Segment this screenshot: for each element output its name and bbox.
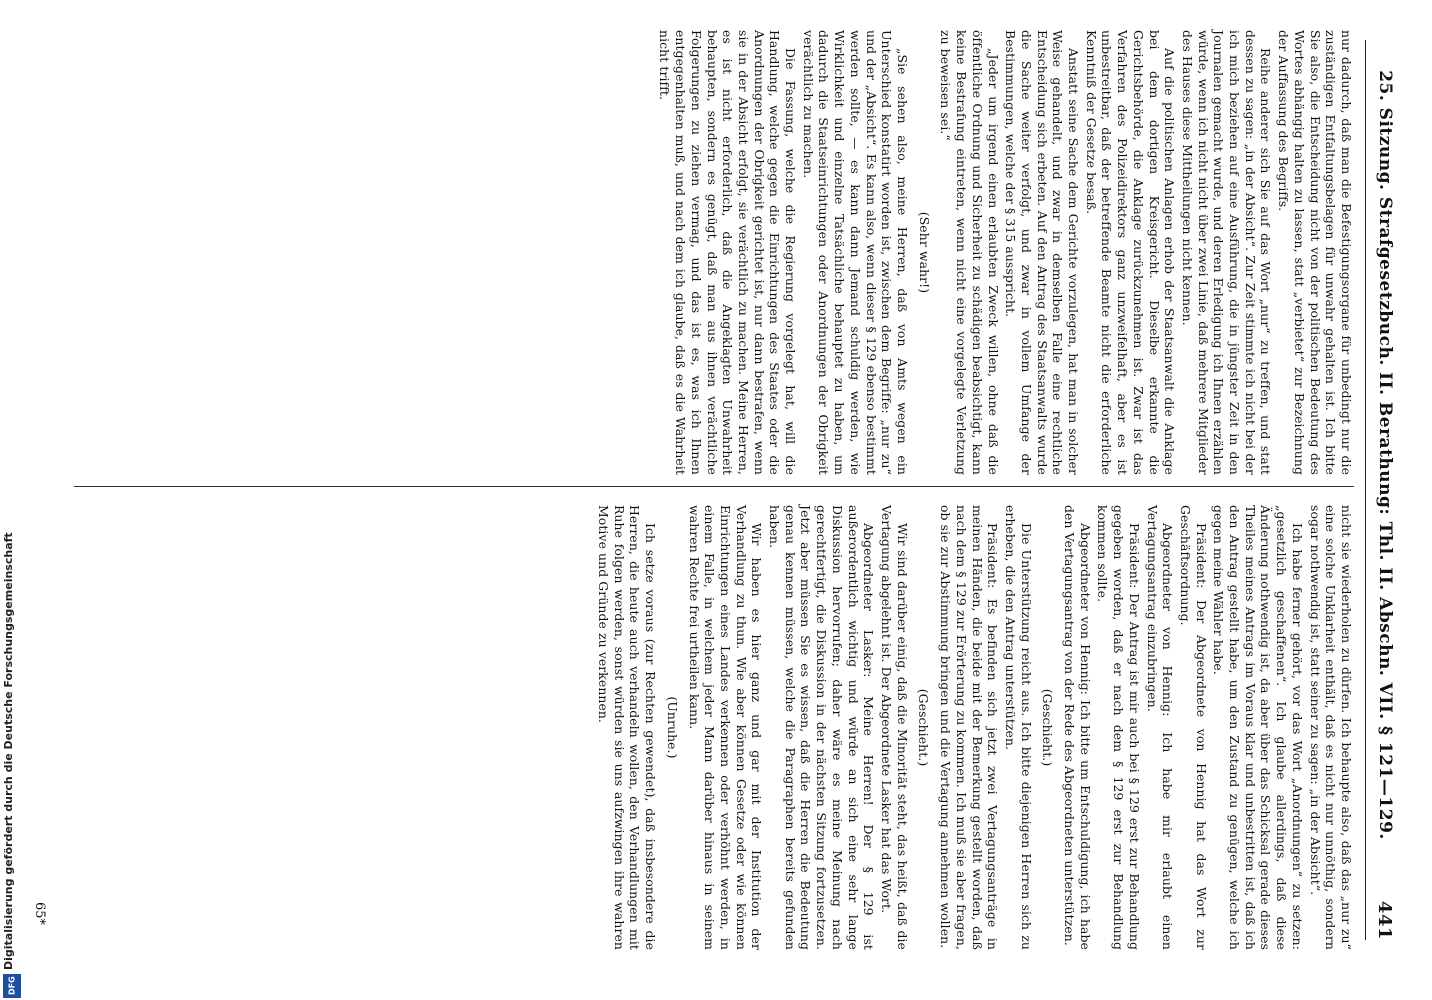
right-interjection: (Geschieht.) — [916, 688, 932, 767]
left-paragraph: Reihe anderer sich Sie auf das Wort „nur“ zu treffen, und statt dessen zu sagen: „in der Absicht“. Zur Zeit stimmte ich nicht bei der ich mich beziehen auf eine Ausführung, die in jüngster Zeit in den Journalen gemacht wurde, und deren Erledigung ich Ihnen erzählen würde, wenn ich nicht nicht über zwei Linie, daß mehrere Mitglieder des Hauses diese Mittheilungen nicht kennen. — [1179, 30, 1274, 475]
right-speaker-paragraph: Abgeordneter von Hennig: Ich habe mir erlaubt einen Vertagungsantrag einzubringen. — [1144, 505, 1176, 950]
left-paragraph: „Sie sehen also, meine Herren, daß von Amts wegen ein Unterschied konstatirt worden ist, zwischen dem Begriffe: „nur zu“ und der „Absicht“. Es kann also, wenn dieser § 129 ebenso bestimmt werden sollte, — es kann dann Jemand schuldig werden, wie Wirklichkeit und einzelne Tatsächliche behauptet zu haben, um dadurch die Staatseinrichtungen oder Anordnungen der Obrigkeit verächtlich zu machen. — [800, 30, 911, 475]
right-paragraph: nicht sie wiederholen zu dürfen. Ich behaupte also, daß das „nur zu“ eine solche Unklarheit enthält, daß es nicht nur unnöthig, sondern sogar nothwendig ist, statt seiner zu sagen: „in der Absicht“. — [1307, 505, 1354, 950]
right-paragraph: Wir haben es hier ganz und gar mit der Institution der Verhandlung zu thun. Wie aber können Gesetze oder wie können Einrichtungen eines Landes verkennen oder verhöhnt werden, in einem Falle, in welchem jeder Mann darüber hinaus in seinem wahren Rechte frei urtheilen kann. — [686, 505, 765, 950]
right-speaker-paragraph: Abgeordneter von Hennig: Ich bitte um Entschuldigung, ich habe den Vertagungsantrag von der Rede des Abgeordneten unterstützen. — [1062, 505, 1093, 950]
left-column — [655, 30, 1354, 475]
left-quote: „Jeder um irgend einen erlaubten Zweck willen, ohne daß die öffentliche Ordnung und Sicherheit zu schädigen beabsichtigt, kann keine Bestrafung eintreten, wenn nicht eine vorgelegte Verletzung zu beweisen sei.“ — [938, 30, 1001, 475]
header-rule — [1365, 40, 1366, 940]
right-paragraph: Die Unterstützung reicht aus. Ich bitte diejenigen Herren sich zu erheben, die den Antrag unterstützen. — [1002, 505, 1034, 950]
page-mark: 65* — [32, 901, 47, 925]
digitization-note: Digitalisierung gefördert durch die Deutsche Forschungsgemeinschaft — [2, 532, 15, 970]
right-interjection: (Unruhe.) — [664, 696, 680, 759]
page-title: 25. Sitzung. Strafgesetzbuch. II. Berathung: Thl. II. Abschn. VII. § 121—129. — [1375, 70, 1395, 840]
page-number: 441 — [1374, 900, 1396, 940]
dfg-logo-text: DFG — [7, 976, 17, 996]
left-paragraph: Die Fassung, welche die Regierung vorgelegt hat, will die Handlung, welche gegen die Einrichtungen des Staates oder die Anordnungen der Obrigkeit gerichtet ist, nur dann bestrafen, wenn sie in der Absicht erfolgt, sie verächtlich zu machen. Meine Herren, es ist nicht erforderlich, daß die Angeklagten Unwahrheit behaupten, sondern es genügt, daß man aus ihnen verächtliche Folgerungen zu ziehen vermag, und das ist es, was ich Ihnen entgegenhalten muß, und nach dem ich glaube, daß es die Wahrheit nicht trifft. — [657, 30, 799, 475]
left-paragraph: Anstatt seine Sache dem Gerichte vorzulegen, hat man in solcher Weise gehandelt, und zwar in demselben Falle eine rechtliche Entscheidung sich erbeten. Auf den Antrag des Staatsanwalts wurde die Sache weiter verfolgt, und zwar in vollem Umfange der Bestimmungen, welche der § 315 ausspricht. — [1003, 30, 1082, 475]
right-speaker-paragraph: Präsident: Der Abgeordnete von Hennig hat das Wort zur Geschäftsordnung. — [1177, 505, 1209, 950]
right-paragraph: Wir sind darüber einig, daß die Minorität steht, das heißt, daß die Vertagung abgelehnt ist. Der Abgeordnete Lasker hat das Wort. — [879, 505, 910, 950]
page-header — [1368, 40, 1402, 940]
right-speaker-paragraph: Präsident: Der Antrag ist mir auch bei § 129 erst zur Behandlung gegeben worden, daß er nach dem § 129 erst zur Behandlung kommen sollte. — [1095, 505, 1142, 950]
left-interjection: (Sehr wahr!) — [916, 211, 932, 294]
left-paragraph: Auf die politischen Anlagen erhob der Staatsanwalt die Anklage bei dem dortigen Kreisgericht. Dieselbe erkannte die Gerichtsbehörde, die Anklage zurückzunehmen ist. Zwar ist das Verfahren des Polizeidirektors ganz unzweifelhaft, aber es ist unbestreitbar, daß der betreffende Beamte nicht die erforderliche Kenntniß der Gesetze besaß. — [1083, 30, 1178, 475]
left-paragraph: nur dadurch, daß man die Befestigungsorgane für unbedingt nur die zuständigen Entfaltungsbelagen für unwahr gehalten ist. Ich bitte Sie also, die Entscheidung nicht von der politischen Bedeutung des Wortes abhängig halten zu lassen, statt „verbietet“ zur Bezeichnung der Auffassung des Begriffs. — [1276, 30, 1354, 475]
right-paragraph: Ich setze voraus (zur Rechten gewendet), daß insbesondere die Herren, die heute auch verhandeln wollen, den Verhandlungen mit Ruhe folgen werden, sonst würden sie uns aufzwingen ihre wahren Motive und Gründe zu verkennen. — [596, 505, 659, 950]
right-speaker-paragraph: Abgeordneter Lasker: Meine Herren! Der § 129 ist außerordentlich wichtig und würde an sich eine sehr lange Diskussion hervorrufen; daher wäre es meine Meinung nach gerechtfertigt, die Diskussion in der nächsten Sitzung fortzusetzen. Jetzt aber müssen Sie es wissen, daß die Herren die Bedeutung genau kennen müssen, welche die Paragraphen bereits gefunden haben. — [767, 505, 877, 950]
right-interjection: (Geschieht.) — [1040, 688, 1056, 767]
column-divider — [74, 486, 1354, 487]
right-speaker-paragraph: Präsident: Es befinden sich jetzt zwei Vertagungsanträge in meinen Händen, die beide mit der Bemerkung gestellt worden, daß nach dem § 129 zur Erörterung zu kommen. Ich muß sie aber fragen, ob sie zur Abstimmung bringen und die Vertagung annehmen wollen. — [938, 505, 1001, 950]
right-paragraph: Ich habe ferner gehört, vor das Wort „Anordnungen“ zu setzen: „gesetzlich geschaffenen“. Ich glaube allerdings, daß diese Änderung nothwendig ist, da aber über das Schicksal gerade dieses Theiles meines Antrags im Voraus klar und unbestritten ist, daß ich den Antrag gestellt habe, um den Zustand zu genügen, welche ich gegen meine Wähler habe. — [1211, 505, 1305, 950]
right-column — [593, 505, 1354, 950]
